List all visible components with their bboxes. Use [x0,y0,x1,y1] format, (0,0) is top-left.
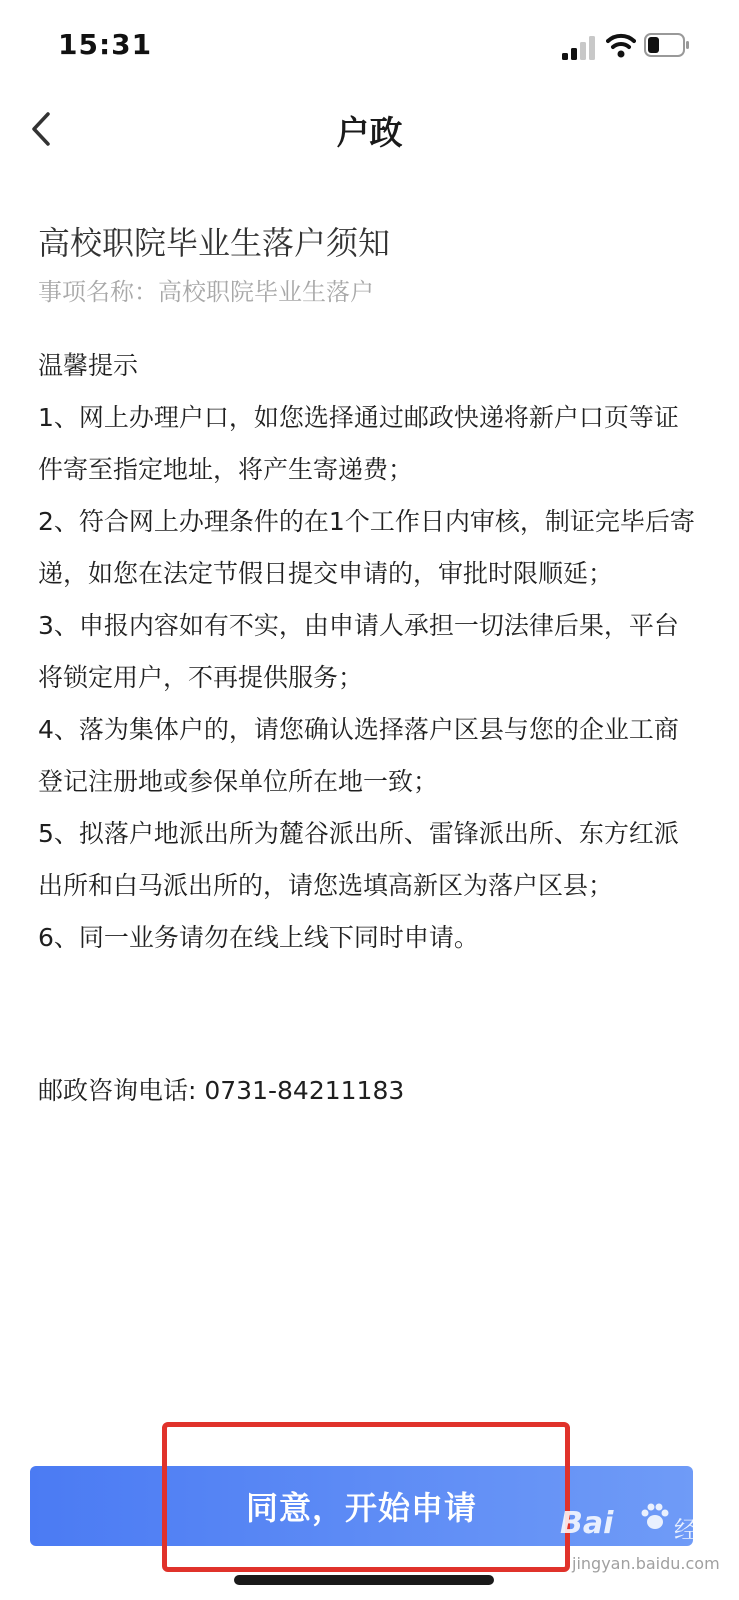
tip-item: 6、同一业务请勿在线上线下同时申请。 [38,923,479,952]
status-bar [0,0,739,92]
tips-heading: 温馨提示 [38,351,139,380]
page-title: 户政 [336,113,403,152]
watermark-label: 经验 [674,1516,722,1544]
tip-item: 4、落为集体户的，请您确认选择落户区县与您的企业工商登记注册地或参保单位所在地一致； [38,715,679,796]
watermark-url: jingyan.baidu.com [572,1554,720,1573]
item-name: 事项名称：高校职院毕业生落户 [38,278,374,306]
tip-item: 2、符合网上办理条件的在1个工作日内审核，制证完毕后寄递，如您在法定节假日提交申请的，审批时限顺延； [38,507,695,588]
contact-phone: 邮政咨询电话: 0731-84211183 [38,1076,405,1105]
tip-item: 1、网上办理户口，如您选择通过邮政快递将新户口页等证件寄至指定地址，将产生寄递费； [38,403,679,484]
tip-item: 5、拟落户地派出所为麓谷派出所、雷锋派出所、东方红派出所和白马派出所的，请您选填高新区为落户区县； [38,819,679,900]
home-indicator [234,1575,494,1585]
status-time: 15:31 [58,28,153,61]
tip-item: 3、申报内容如有不实，由申请人承担一切法律后果，平台将锁定用户，不再提供服务； [38,611,679,692]
wifi-icon [606,32,636,58]
battery-icon [644,33,690,57]
signal-icon [562,36,596,60]
watermark-brand: Bai [560,1506,614,1541]
nav-bar [0,95,739,165]
agree-apply-button[interactable]: 同意，开始申请 [30,1466,693,1546]
tips-section [38,340,703,964]
notice-title: 高校职院毕业生落户须知 [38,224,391,262]
